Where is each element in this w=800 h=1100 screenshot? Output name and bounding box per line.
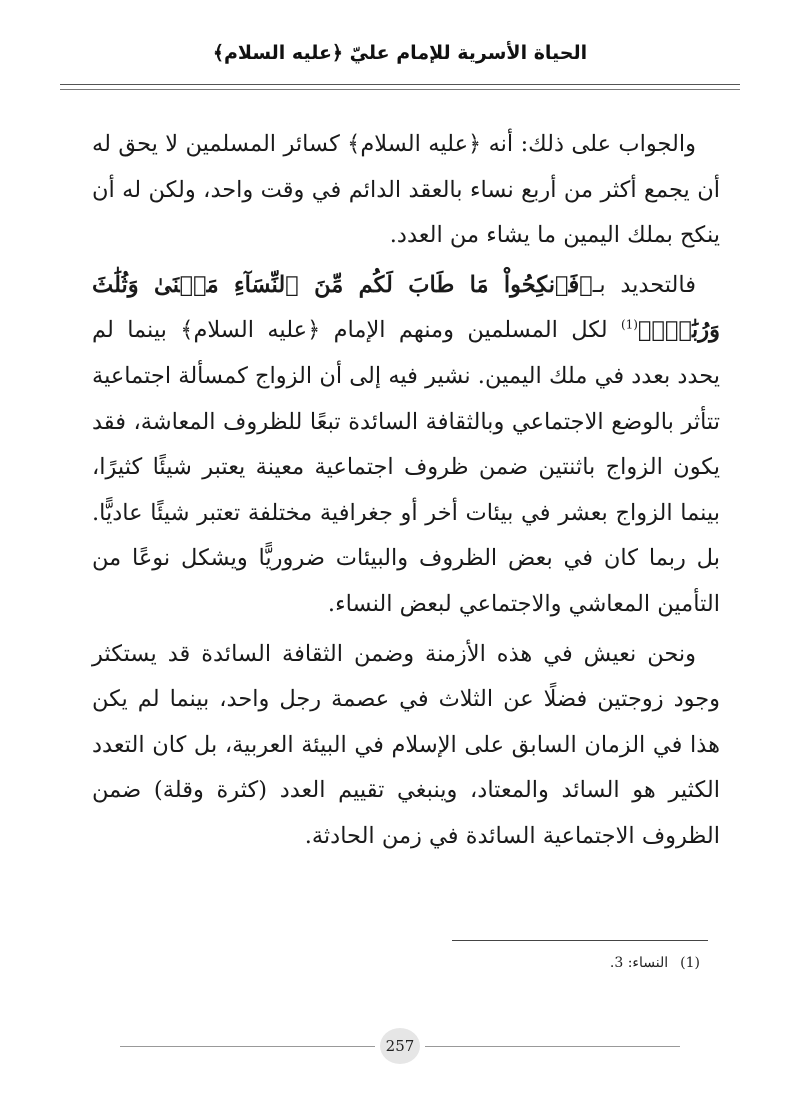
footnote-separator xyxy=(452,940,708,941)
paragraph-3: ونحن نعيش في هذه الأزمنة وضمن الثقافة السائدة قد يستكثر وجود زوجتين فضلًا عن الثلاث في عصمة رجل واحد، بينما لم يكن هذا في الزمان السابق على الإسلام في البيئة العربية، بل كان التعدد الكثير هو السائد والمعتاد، وينبغي تقييم العدد (كثرة وقلة) ضمن الظروف الاجتماعية السائدة في زمن الحادثة. xyxy=(92,640,720,849)
footnote-reference[interactable]: (1) xyxy=(620,317,638,332)
footnote-text: النساء: 3. xyxy=(609,955,669,971)
header-rule-top xyxy=(60,84,740,85)
paragraph-1: والجواب على ذلك: أنه ﴿عليه السلام﴾ كسائر المسلمين لا يحق له أن يجمع أكثر من أربع نساء بالعقد الدائم في وقت واحد، ولكن له أن ينكح بملك اليمين ما يشاء من العدد. xyxy=(92,131,720,249)
footer-line-left xyxy=(120,1046,375,1047)
header-rule-bottom xyxy=(60,89,740,90)
body-text xyxy=(92,122,720,864)
running-header xyxy=(60,36,740,96)
paragraph-2-rest: لكل المسلمين ومنهم الإمام ﴿عليه السلام﴾ بينما لم يحدد بعدد في ملك اليمين. نشير فيه إلى أن الزواج كمسألة اجتماعية تتأثر بالوضع الاجتماعي وبالثقافة السائدة تبعًا للظروف المعاشة، فقد يكون الزواج باثنتين ضمن ظروف اجتماعية معينة يعتبر شيئًا كثيرًا، بينما الزواج بعشر في بيئات أخر أو جغرافية مختلفة تعتبر شيئًا عاديًّا. بل ربما كان في بعض الظروف والبيئات ضروريًّا ويشكل نوعًا من التأمين المعاشي والاجتماعي لبعض النساء. xyxy=(92,317,720,617)
page-footer xyxy=(120,1028,680,1068)
paragraph-2-lead: فالتحديد بـ xyxy=(592,271,697,298)
paragraph-2 xyxy=(92,263,720,628)
running-header-title: الحياة الأسرية للإمام عليّ ﴿عليه السلام﴾ xyxy=(212,42,588,64)
footnote-number: (1) xyxy=(680,955,700,971)
page-number: 257 xyxy=(380,1028,420,1064)
quran-verse: ﴿فَٱنكِحُواْ مَا طَابَ لَكُم مِّنَ ٱلنِّسَآءِ مَثۡنَىٰ وَثُلَٰثَ وَرُبَٰعَۖ﴾ xyxy=(92,271,720,344)
footnote xyxy=(200,955,700,971)
footer-line-right xyxy=(425,1046,680,1047)
